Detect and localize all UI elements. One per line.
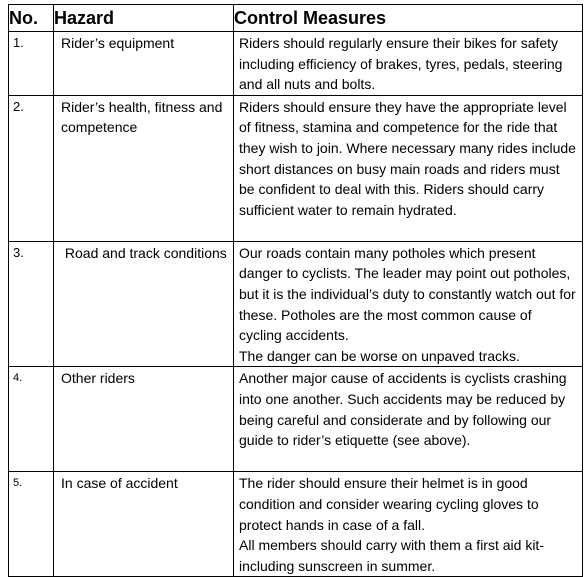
control-cell [234, 472, 583, 577]
table-row [9, 472, 583, 577]
table-header-row [9, 5, 583, 32]
row-number: 4. [13, 372, 23, 385]
row-number: 3. [13, 244, 24, 260]
hazard-cell [54, 472, 234, 577]
control-text: The danger can be worse on unpaved tracks. [239, 347, 520, 364]
hazard-cell [54, 95, 234, 241]
control-cell [234, 32, 583, 96]
control-cell [234, 367, 583, 472]
control-cell [234, 241, 583, 367]
control-text: All members should carry with them a first aid kit- including sunscreen in summer. [239, 537, 544, 574]
row-number: 5. [13, 477, 23, 490]
control-text: Riders should regularly ensure their bikes for safety including efficiency of brakes, tyres, pedals, steering and all nuts and bolts. [239, 35, 563, 93]
control-text: Our roads contain many potholes which present danger to cyclists. The leader may point out potholes, but it is the individual’s duty to constantly watch out for these. Potholes are the most common cause of cycling accidents. [239, 244, 576, 344]
row-number: 2. [13, 98, 24, 114]
row-number-cell [9, 367, 54, 472]
row-number-cell [9, 241, 54, 367]
control-cell [234, 95, 583, 241]
control-text: The rider should ensure their helmet is in good condition and consider wearing cycling gloves to protect hands in case of a fall. [239, 475, 539, 533]
control-text: Riders should ensure they have the appropriate level of fitness, stamina and competence for the ride that they wish to join. Where necessary many rides include short distances on busy main roads and riders must be confident to deal with this. Riders should carry sufficient water to remain hydrated. [239, 98, 576, 218]
table-row [9, 241, 583, 367]
hazard-cell [54, 367, 234, 472]
header-control-measures: Control Measures [234, 5, 583, 32]
table-row [9, 367, 583, 472]
row-number-cell [9, 95, 54, 241]
table-row [9, 32, 583, 96]
hazard-table [8, 4, 583, 577]
row-number-cell [9, 32, 54, 96]
hazard-cell [54, 241, 234, 367]
hazard-text: In case of accident [61, 475, 178, 492]
header-hazard: Hazard [54, 5, 234, 32]
hazard-text: Road and track conditions [61, 244, 227, 261]
control-text: Another major cause of accidents is cyclists crashing into one another. Such accidents may be reduced by being careful and considerate and by following our guide to rider’s etiquette (see above). [239, 370, 567, 449]
table-row [9, 95, 583, 241]
hazard-text: Rider’s health, fitness and competence [61, 98, 227, 136]
row-number: 1. [13, 35, 24, 50]
hazard-text: Other riders [61, 370, 135, 387]
hazard-text: Rider’s equipment [61, 35, 175, 51]
header-no: No. [9, 5, 54, 32]
row-number-cell [9, 472, 54, 577]
hazard-cell [54, 32, 234, 96]
